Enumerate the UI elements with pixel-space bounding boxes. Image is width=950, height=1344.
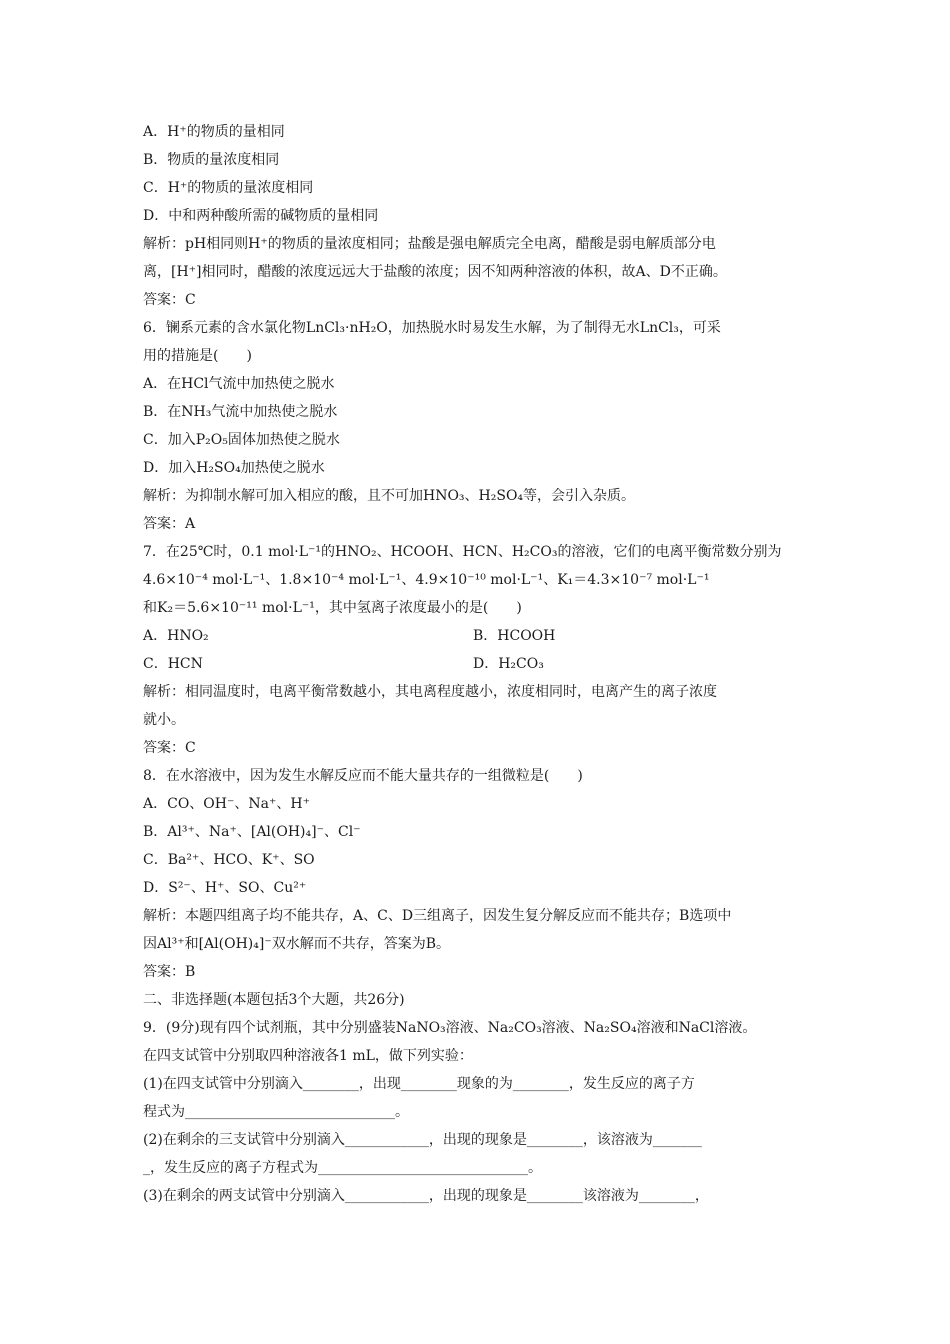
q7-stem-line-1: 7．在25℃时，0.1 mol·L⁻¹的HNO₂、HCOOH、HCN、H₂CO₃的溶液，它们的电离平衡常数分别为 (143, 544, 782, 560)
q8-option-c: C．Ba²⁺、HCO、K⁺、SO (143, 852, 315, 868)
q5-option-c: C．H⁺的物质的量浓度相同 (143, 180, 314, 196)
q8-option-d: D．S²⁻、H⁺、SO、Cu²⁺ (143, 880, 307, 896)
q7-option-c: C．HCN (143, 656, 203, 672)
q8-stem: 8．在水溶液中，因为发生水解反应而不能大量共存的一组微粒是( ) (143, 768, 583, 784)
q6-stem-line-1: 6．镧系元素的含水氯化物LnCl₃·nH₂O，加热脱水时易发生水解，为了制得无水LnCl₃，可采 (143, 320, 721, 336)
q5-option-d: D．中和两种酸所需的碱物质的量相同 (143, 208, 379, 224)
q9-part-1-line-2: 程式为______________________________。 (143, 1104, 409, 1120)
q8-answer: 答案：B (143, 964, 196, 980)
q6-answer: 答案：A (143, 516, 196, 532)
q9-stem-line-2: 在四支试管中分别取四种溶液各1 mL，做下列实验： (143, 1048, 473, 1064)
q7-analysis-line-2: 就小。 (143, 712, 185, 728)
section-heading: 二、非选择题(本题包括3个大题，共26分) (143, 992, 405, 1008)
q5-analysis-line-2: 离，[H⁺]相同时，醋酸的浓度远远大于盐酸的浓度；因不知两种溶液的体积，故A、D不正确。 (143, 264, 727, 280)
q5-answer: 答案：C (143, 292, 196, 308)
q6-option-d: D．加入H₂SO₄加热使之脱水 (143, 460, 325, 476)
q6-option-a: A．在HCl气流中加热使之脱水 (143, 376, 335, 392)
q7-option-b: B．HCOOH (473, 628, 556, 644)
q7-analysis-line-1: 解析：相同温度时，电离平衡常数越小，其电离程度越小，浓度相同时，电离产生的离子浓度 (143, 684, 717, 700)
q7-options-row-2 (143, 650, 823, 678)
q9-stem-line-1: 9．(9分)现有四个试剂瓶，其中分别盛装NaNO₃溶液、Na₂CO₃溶液、Na₂SO₄溶液和NaCl溶液。 (143, 1020, 757, 1036)
q6-stem-line-2: 用的措施是( ) (143, 348, 252, 364)
q7-answer: 答案：C (143, 740, 196, 756)
q5-analysis-line-1: 解析：pH相同则H⁺的物质的量浓度相同；盐酸是强电解质完全电离，醋酸是弱电解质部分电 (143, 236, 716, 252)
document-page (143, 118, 823, 1210)
q9-part-2-line-1: (2)在剩余的三支试管中分别滴入____________，出现的现象是________，该溶液为_______ (143, 1132, 702, 1148)
q7-stem-line-2: 4.6×10⁻⁴ mol·L⁻¹、1.8×10⁻⁴ mol·L⁻¹、4.9×10⁻¹⁰ mol·L⁻¹、K₁＝4.3×10⁻⁷ mol·L⁻¹ (143, 572, 710, 588)
q8-option-b: B．Al³⁺、Na⁺、[Al(OH)₄]⁻、Cl⁻ (143, 824, 361, 840)
q6-option-c: C．加入P₂O₅固体加热使之脱水 (143, 432, 340, 448)
q8-option-a: A．CO、OH⁻、Na⁺、H⁺ (143, 796, 310, 812)
q7-options-row-1 (143, 622, 823, 650)
q5-option-b: B．物质的量浓度相同 (143, 152, 280, 168)
q9-part-1-line-1: (1)在四支试管中分别滴入________，出现________现象的为________，发生反应的离子方 (143, 1076, 695, 1092)
q9-part-3-line-1: (3)在剩余的两支试管中分别滴入____________，出现的现象是________该溶液为________， (143, 1188, 709, 1204)
q8-analysis-line-1: 解析：本题四组离子均不能共存，A、C、D三组离子，因发生复分解反应而不能共存；B选项中 (143, 908, 732, 924)
q9-part-2-line-2: _，发生反应的离子方程式为______________________________。 (143, 1160, 542, 1176)
q5-option-a: A．H⁺的物质的量相同 (143, 124, 285, 140)
q6-analysis: 解析：为抑制水解可加入相应的酸，且不可加HNO₃、H₂SO₄等，会引入杂质。 (143, 488, 636, 504)
q6-option-b: B．在NH₃气流中加热使之脱水 (143, 404, 338, 420)
q7-stem-line-3: 和K₂＝5.6×10⁻¹¹ mol·L⁻¹，其中氢离子浓度最小的是( ) (143, 600, 522, 616)
q7-option-d: D．H₂CO₃ (473, 656, 544, 672)
q7-option-a: A．HNO₂ (143, 628, 209, 644)
q8-analysis-line-2: 因Al³⁺和[Al(OH)₄]⁻双水解而不共存，答案为B。 (143, 936, 451, 952)
